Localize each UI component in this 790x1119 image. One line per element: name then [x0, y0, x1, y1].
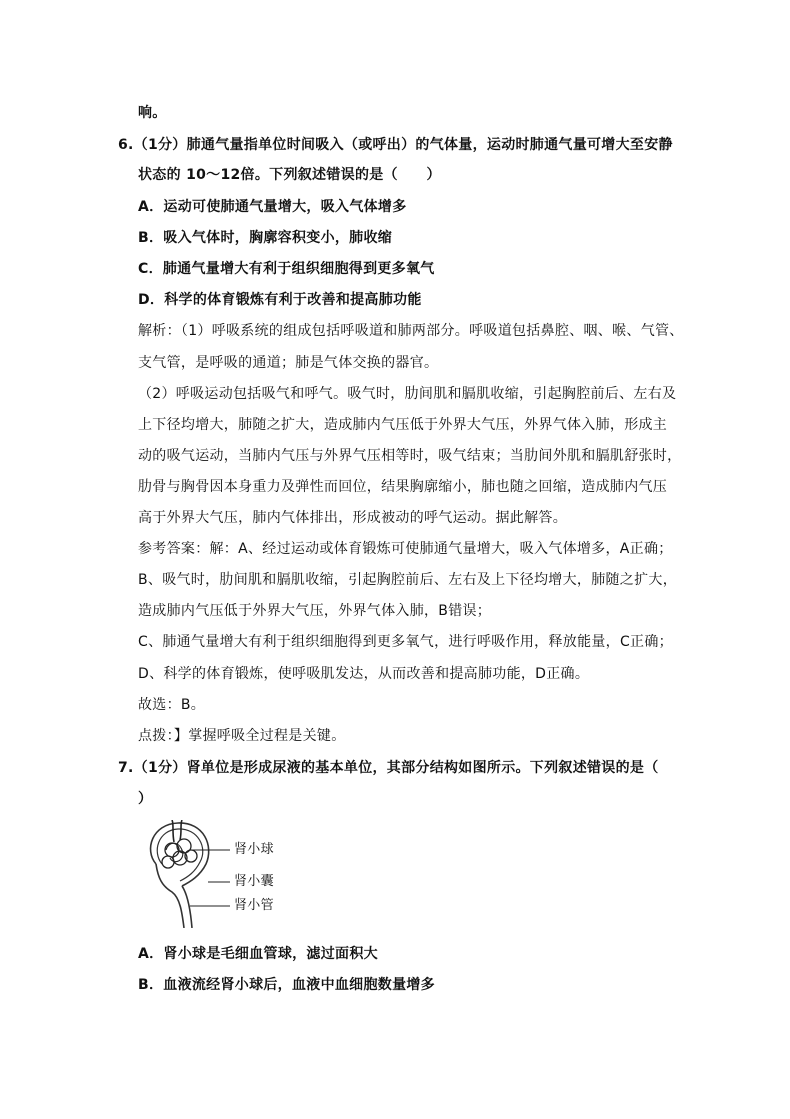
q6-option-b: B．吸入气体时，胸廓容积变小，肺收缩 — [138, 230, 393, 246]
q6-option-a: A．运动可使肺通气量增大，吸入气体增多 — [138, 199, 407, 215]
q7-stem-line-2: ） — [138, 791, 153, 807]
q7-option-b: B．血液流经肾小球后，血液中血细胞数量增多 — [138, 977, 435, 993]
label-renal-tubule: 肾小管 — [234, 898, 274, 913]
q6-analysis-line-4: 上下径均增大，肺随之扩大，造成肺内气压低于外界大气压，外界气体入肺，形成主 — [138, 417, 668, 433]
q6-answer-line-5: D、科学的体育锻炼，使呼吸肌发达，从而改善和提高肺功能，D正确。 — [138, 666, 590, 682]
q6-analysis-line-1: 解析：（1）呼吸系统的组成包括呼吸道和肺两部分。呼吸道包括鼻腔、咽、喉、气管、 — [138, 323, 684, 339]
q6-answer-line-2: B、吸气时，肋间肌和膈肌收缩，引起胸腔前后、左右及上下径均增大，肺随之扩大， — [138, 572, 678, 588]
q6-tip: 点拨：】掌握呼吸全过程是关键。 — [138, 728, 346, 744]
q6-answer-line-1: 参考答案：解：A、经过运动或体育锻炼可使肺通气量增大，吸入气体增多，A正确； — [138, 541, 673, 557]
q6-stem-line-2: 状态的 10～12倍。下列叙述错误的是（ ） — [138, 167, 441, 183]
label-glomerulus: 肾小球 — [234, 842, 274, 857]
q6-option-c: C．肺通气量增大有利于组织细胞得到更多氧气 — [138, 261, 435, 277]
nephron-diagram — [138, 820, 298, 928]
intro-tail: 响。 — [138, 105, 167, 121]
q6-stem-line-1: 6.（1分）肺通气量指单位时间吸入（或呼出）的气体量，运动时肺通气量可增大至安静 — [118, 137, 673, 153]
q6-analysis-line-7: 高于外界大气压，肺内气体排出，形成被动的呼气运动。据此解答。 — [138, 510, 567, 526]
q7-option-a: A．肾小球是毛细血管球，滤过面积大 — [138, 946, 378, 962]
label-bowmans-capsule: 肾小囊 — [234, 874, 274, 889]
q6-analysis-line-2: 支气管，是呼吸的通道；肺是气体交换的器官。 — [138, 355, 439, 371]
q6-answer-line-4: C、肺通气量增大有利于组织细胞得到更多氧气，进行呼吸作用，释放能量，C正确； — [138, 634, 673, 650]
q6-answer-line-3: 造成肺内气压低于外界大气压，外界气体入肺，B错误； — [138, 603, 492, 619]
q6-analysis-line-3: （2）呼吸运动包括吸气和呼气。吸气时，肋间肌和膈肌收缩，引起胸腔前后、左右及 — [138, 386, 677, 402]
q6-analysis-line-6: 肋骨与胸骨因本身重力及弹性而回位，结果胸廓缩小，肺也随之回缩，造成肺内气压 — [138, 479, 668, 495]
q7-stem-line-1: 7.（1分）肾单位是形成尿液的基本单位，其部分结构如图所示。下列叙述错误的是（ — [118, 760, 659, 776]
q6-option-d: D．科学的体育锻炼有利于改善和提高肺功能 — [138, 292, 422, 308]
q6-choice: 故选：B。 — [138, 697, 206, 713]
q6-analysis-line-5: 动的吸气运动，当肺内气压与外界气压相等时，吸气结束；当肋间外肌和膈肌舒张时， — [138, 448, 682, 464]
